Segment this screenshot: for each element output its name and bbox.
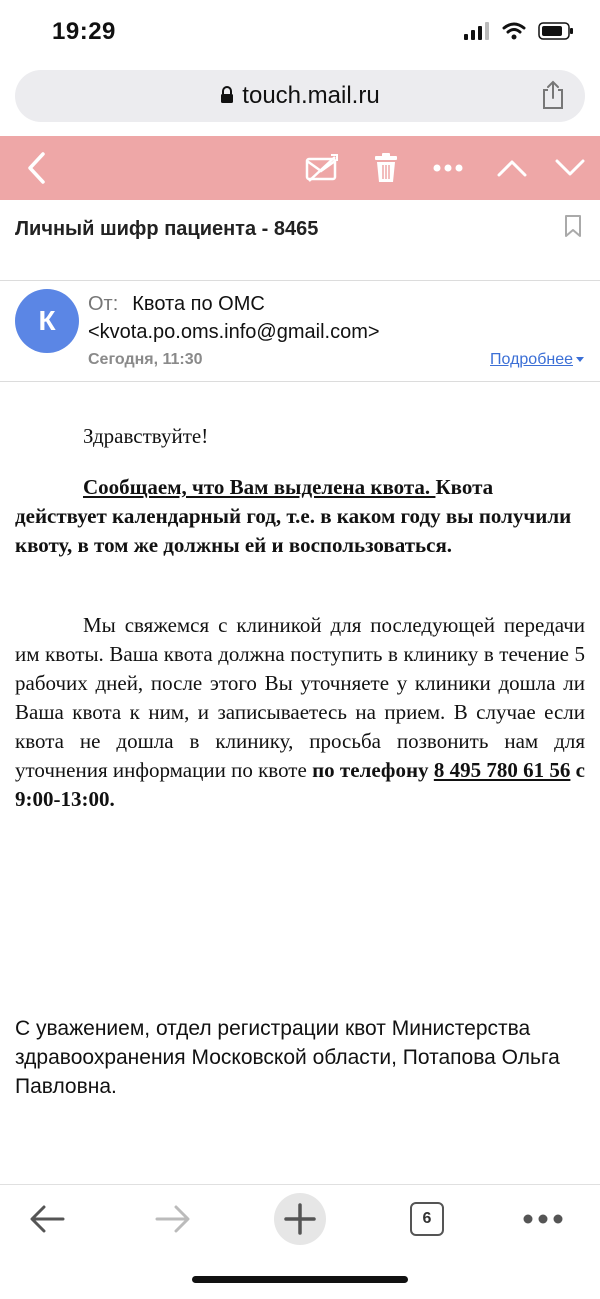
main-text: Мы свяжемся с клиникой для последующей передачи им квоты. Ваша квота должна поступить в клинику в течение 5 рабочих дней, после этого Вы уточняете у клиники дошла ли Ваша квота к ним, и записываетесь на прием. В случае если квота не дошла в клинику, просьба позвонить нам для уточнения информации по квоте <box>15 613 585 782</box>
email-notice-paragraph <box>15 473 585 560</box>
notice-rest: Квота действует календарный год, т.е. в каком году вы получили квоту, в том же должны ей и воспользоваться. <box>15 475 572 557</box>
previous-email-button[interactable] <box>490 136 534 200</box>
trash-icon <box>373 153 399 183</box>
email-subject-row <box>0 200 600 281</box>
chevron-left-icon <box>26 151 46 185</box>
new-tab-button[interactable] <box>274 1191 326 1247</box>
plus-icon <box>274 1193 326 1245</box>
email-signature: С уважением, отдел регистрации квот Министерства здравоохранения Московской области, Потапова Ольга Павловна. <box>15 1017 560 1098</box>
mail-toolbar <box>0 136 600 200</box>
bookmark-icon[interactable] <box>564 214 582 238</box>
spam-button[interactable] <box>300 136 344 200</box>
status-icons <box>464 22 574 40</box>
chevron-down-icon <box>555 159 585 177</box>
from-label: От: <box>88 293 119 315</box>
from-line <box>88 293 265 316</box>
sender-info <box>0 281 600 382</box>
url-display[interactable] <box>15 82 585 110</box>
details-link[interactable] <box>490 351 584 369</box>
details-link-label: Подробнее <box>490 351 573 368</box>
browser-menu-button[interactable] <box>520 1191 566 1247</box>
share-icon[interactable] <box>541 80 565 110</box>
notice-underlined: Сообщаем, что Вам выделена квота. <box>83 475 436 499</box>
sender-name[interactable]: Квота по ОМС <box>132 293 265 315</box>
delete-button[interactable] <box>364 136 408 200</box>
more-actions-button[interactable] <box>426 136 470 200</box>
sender-avatar: К <box>15 289 79 353</box>
more-dots-icon <box>523 1214 563 1224</box>
signal-icon <box>464 22 490 40</box>
phone-prefix: по телефону <box>312 758 434 782</box>
back-button[interactable] <box>14 136 58 200</box>
phone-suffix: с 9:00-13:00. <box>15 758 585 811</box>
browser-back-button[interactable] <box>22 1191 72 1247</box>
chevron-up-icon <box>497 159 527 177</box>
battery-icon <box>538 22 574 40</box>
status-time: 19:29 <box>52 18 116 45</box>
caret-down-icon <box>576 357 584 362</box>
browser-forward-button[interactable] <box>148 1191 198 1247</box>
address-bar[interactable] <box>15 70 585 122</box>
url-text: touch.mail.ru <box>242 82 380 109</box>
email-greeting: Здравствуйте! <box>83 424 209 448</box>
email-main-paragraph <box>15 611 585 814</box>
lock-icon <box>220 86 234 104</box>
sender-email[interactable]: <kvota.po.oms.info@gmail.com> <box>88 321 380 343</box>
tabs-button[interactable] <box>404 1191 450 1247</box>
email-date: Сегодня, 11:30 <box>88 351 203 368</box>
spam-icon <box>305 153 339 183</box>
email-subject: Личный шифр пациента - 8465 <box>15 218 319 240</box>
arrow-right-icon <box>155 1205 191 1233</box>
home-indicator <box>192 1276 408 1283</box>
status-bar <box>0 0 600 64</box>
wifi-icon <box>502 22 526 40</box>
tabs-count: 6 <box>410 1202 444 1236</box>
arrow-left-icon <box>29 1205 65 1233</box>
next-email-button[interactable] <box>548 136 592 200</box>
more-dots-icon <box>433 164 463 172</box>
phone-number[interactable]: 8 495 780 61 56 <box>433 758 571 782</box>
